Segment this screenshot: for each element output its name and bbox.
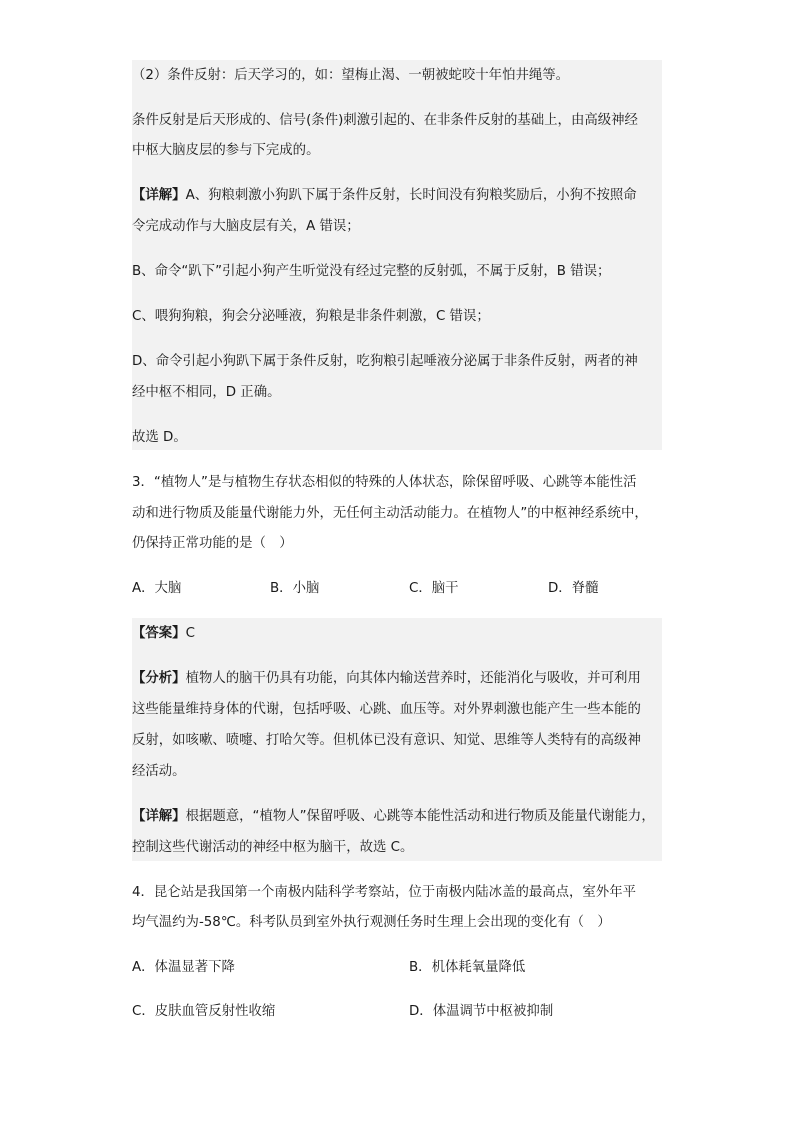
q3-detail-line: 控制这些代谢活动的神经中枢为脑干，故选 C。 (132, 840, 414, 855)
analysis-line: 经活动。 (132, 764, 186, 779)
option-b-explanation: B、命令“趴下”引起小狗产生听觉没有经过完整的反射弧，不属于反射，B 错误； (132, 264, 611, 279)
answer-line (132, 624, 662, 644)
question-4-stem: 4．昆仑站是我国第一个南极内陆科学考察站，位于南极内陆冰盖的最高点，室外年平 (132, 885, 636, 900)
answer-tag: 【答案】 (132, 626, 186, 641)
answer-value: C (185, 626, 195, 641)
question-3-option-c: C．脑干 (409, 581, 459, 596)
option-d-explanation: D、命令引起小狗趴下属于条件反射，吃狗粮引起唾液分泌属于非条件反射，两者的神 (132, 354, 638, 369)
definition-line: 条件反射是后天形成的、信号(条件)刺激引起的、在非条件反射的基础上，由高级神经 (132, 113, 638, 128)
question-4-option-b: B．机体耗氧量降低 (409, 960, 526, 975)
analysis-text: 植物人的脑干仍具有功能，向其体内输送营养时，还能消化与吸收，并可利用 (185, 671, 641, 686)
detail-paragraph (132, 186, 662, 206)
condition-reflex-heading: （2）条件反射：后天学习的，如：望梅止渴、一朝被蛇咬十年怕井绳等。 (132, 68, 570, 83)
question-3-option-a: A．大脑 (132, 581, 182, 596)
analysis-line: 反射，如咳嗽、喷嚏、打哈欠等。但机体已没有意识、知觉、思维等人类特有的高级神 (132, 733, 641, 748)
question-3-stem: 3．“植物人”是与植物生存状态相似的特殊的人体状态，除保留呼吸、心跳等本能性活 (132, 475, 637, 490)
option-c-explanation: C、喂狗狗粮，狗会分泌唾液，狗粮是非条件刺激，C 错误； (132, 309, 490, 324)
detail-text: 根据题意，“植物人”保留呼吸、心跳等本能性活动和进行物质及能量代谢能力， (185, 809, 655, 824)
question-4-option-d: D．体温调节中枢被抑制 (409, 1004, 554, 1019)
question-4-option-a: A．体温显著下降 (132, 960, 235, 975)
option-d-explanation: 经中枢不相同，D 正确。 (132, 385, 281, 400)
analysis-line: 这些能量维持身体的代谢，包括呼吸、心跳、血压等。对外界刺激也能产生一些本能的 (132, 702, 641, 717)
question-3-option-b: B．小脑 (270, 581, 320, 596)
detail-line: 令完成动作与大脑皮层有关，A 错误； (132, 219, 360, 234)
question-4-stem: 均气温约为-58℃。科考队员到室外执行观测任务时生理上会出现的变化有（ ） (132, 915, 611, 930)
choice-line: 故选 D。 (132, 430, 187, 445)
analysis-paragraph (132, 669, 662, 689)
detail-tag: 【详解】 (132, 809, 186, 824)
question-3-stem: 动和进行物质及能量代谢能力外，无任何主动活动能力。在植物人”的中枢神经系统中， (132, 506, 648, 521)
question-3-option-d: D．脊髓 (548, 581, 599, 596)
detail-text: A、狗粮刺激小狗趴下属于条件反射，长时间没有狗粮奖励后，小狗不按照命 (185, 188, 637, 203)
definition-line: 中枢大脑皮层的参与下完成的。 (132, 143, 320, 158)
detail-tag: 【详解】 (132, 188, 186, 203)
analysis-tag: 【分析】 (132, 671, 186, 686)
question-3-stem: 仍保持正常功能的是（ ） (132, 536, 293, 551)
question-4-option-c: C．皮肤血管反射性收缩 (132, 1004, 276, 1019)
q3-detail-paragraph (132, 807, 662, 827)
